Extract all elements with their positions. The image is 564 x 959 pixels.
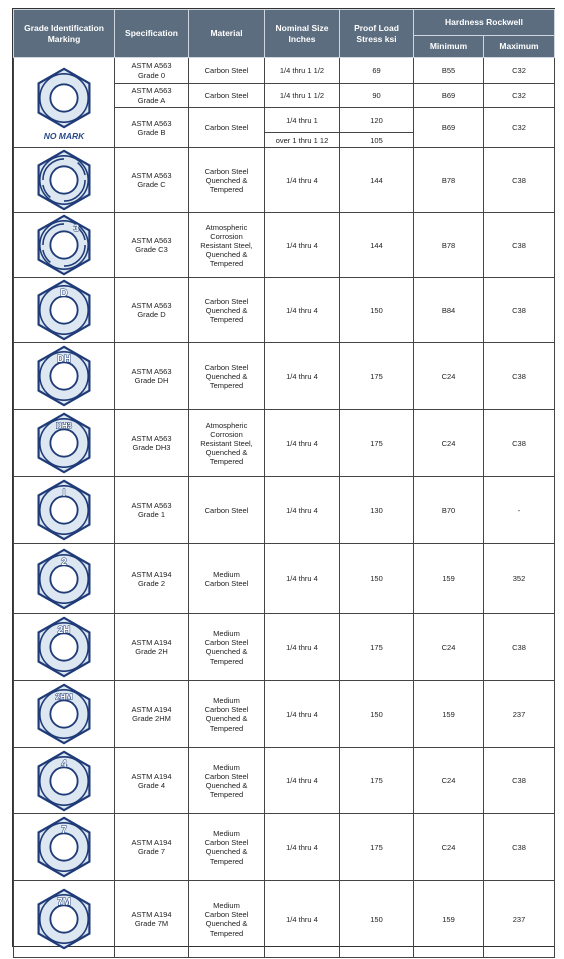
grade-mark-text: 7 [61, 825, 67, 837]
spec-cell: ASTM A563 Grade D [115, 278, 189, 343]
grade-marking-cell [14, 748, 115, 814]
spec-cell: ASTM A194 Grade 2 [115, 544, 189, 614]
grade-mark-text: 3 [73, 223, 80, 235]
size-cell: 1/4 thru 4 [265, 681, 340, 748]
hardness-max-cell: C38 [484, 148, 555, 213]
proof-cell: 90 [340, 84, 414, 108]
size-cell: 1/4 thru 4 [265, 614, 340, 681]
material-cell: Carbon Steel [189, 477, 265, 544]
grade-marking-cell [14, 343, 115, 410]
size-cell: 1/4 thru 4 [265, 410, 340, 477]
hardness-max-cell: 237 [484, 881, 555, 958]
proof-cell: 175 [340, 748, 414, 814]
grade-mark-text: 4 [61, 758, 67, 770]
spec-cell: ASTM A194 Grade 7 [115, 814, 189, 881]
hex-nut-icon [33, 67, 95, 129]
hardness-min-cell: C24 [414, 814, 484, 881]
grade-mark-text: 2HM [55, 692, 73, 702]
table-row [14, 148, 555, 213]
hardness-min-cell: C24 [414, 343, 484, 410]
hardness-max-cell: C32 [484, 58, 555, 84]
hardness-max-cell: C38 [484, 343, 555, 410]
proof-cell: 69 [340, 58, 414, 84]
grade-mark-text: DH [56, 354, 72, 366]
size-cell: 1/4 thru 4 [265, 544, 340, 614]
table-row [14, 614, 555, 681]
grade-mark-text: 2 [61, 556, 67, 568]
spec-cell: ASTM A194 Grade 2HM [115, 681, 189, 748]
spec-cell: ASTM A563 Grade 0 [115, 58, 189, 84]
size-cell: 1/4 thru 4 [265, 278, 340, 343]
size-cell: 1/4 thru 4 [265, 343, 340, 410]
material-cell: Atmospheric Corrosion Resistant Steel, Quenched & Tempered [189, 213, 265, 278]
hex-nut-icon [33, 683, 95, 745]
hex-nut-icon [33, 616, 95, 678]
material-cell: Medium Carbon Steel Quenched & Tempered [189, 614, 265, 681]
grade-marking-cell [14, 614, 115, 681]
hardness-max-cell: C38 [484, 614, 555, 681]
col-header-hardness: Hardness Rockwell [414, 10, 555, 36]
hardness-max-cell: C38 [484, 748, 555, 814]
hardness-min-cell: B69 [414, 108, 484, 148]
proof-cell: 120 [340, 108, 414, 133]
hex-nut-icon [33, 345, 95, 407]
proof-cell: 130 [340, 477, 414, 544]
hardness-min-cell: B69 [414, 84, 484, 108]
hardness-max-cell: C38 [484, 278, 555, 343]
col-header-proof-load: Proof Load Stress ksi [340, 10, 414, 58]
proof-cell: 150 [340, 881, 414, 958]
spec-cell: ASTM A194 Grade 4 [115, 748, 189, 814]
material-cell: Carbon Steel Quenched & Tempered [189, 278, 265, 343]
hex-nut-icon [33, 279, 95, 341]
hardness-min-cell: B55 [414, 58, 484, 84]
grade-marking-cell [14, 410, 115, 477]
spec-cell: ASTM A563 Grade B [115, 108, 189, 148]
grade-marking-cell [14, 477, 115, 544]
table-row [14, 58, 555, 84]
hardness-min-cell: B70 [414, 477, 484, 544]
material-cell: Carbon Steel Quenched & Tempered [189, 343, 265, 410]
grade-mark-text: I [62, 488, 66, 500]
hex-nut-icon [33, 149, 95, 211]
size-cell: 1/4 thru 1 1/2 [265, 84, 340, 108]
hardness-max-cell: 237 [484, 681, 555, 748]
material-cell: Medium Carbon Steel Quenched & Tempered [189, 748, 265, 814]
col-header-marking: Grade Identification Marking [14, 10, 115, 58]
proof-cell: 175 [340, 614, 414, 681]
grade-marking-cell [14, 814, 115, 881]
table-row [14, 681, 555, 748]
material-cell: Medium Carbon Steel [189, 544, 265, 614]
hardness-max-cell: C38 [484, 814, 555, 881]
table-row [14, 544, 555, 614]
spec-cell: ASTM A563 Grade DH3 [115, 410, 189, 477]
col-header-maximum: Maximum [484, 36, 555, 58]
table-row [14, 748, 555, 814]
grade-table-sheet [12, 8, 555, 947]
size-cell: 1/4 thru 4 [265, 148, 340, 213]
size-cell: 1/4 thru 4 [265, 748, 340, 814]
grade-marking-cell [14, 213, 115, 278]
material-cell: Medium Carbon Steel Quenched & Tempered [189, 881, 265, 958]
size-cell: 1/4 thru 4 [265, 477, 340, 544]
hardness-min-cell: B78 [414, 148, 484, 213]
hex-nut-icon [33, 412, 95, 474]
hardness-max-cell: 352 [484, 544, 555, 614]
col-header-material: Material [189, 10, 265, 58]
spec-cell: ASTM A563 Grade C3 [115, 213, 189, 278]
hardness-min-cell: C24 [414, 410, 484, 477]
hex-nut-icon [33, 888, 95, 950]
size-cell: 1/4 thru 1 [265, 108, 340, 133]
size-cell: 1/4 thru 1 1/2 [265, 58, 340, 84]
grade-marking-cell [14, 148, 115, 213]
table-row [14, 213, 555, 278]
col-header-nominal-size: Nominal Size Inches [265, 10, 340, 58]
hardness-min-cell: C24 [414, 614, 484, 681]
hardness-max-cell: C32 [484, 108, 555, 148]
proof-cell: 150 [340, 278, 414, 343]
hardness-min-cell: B84 [414, 278, 484, 343]
size-cell: 1/4 thru 4 [265, 213, 340, 278]
grade-mark-text: 7M [57, 897, 71, 909]
size-cell: over 1 thru 1 12 [265, 133, 340, 148]
spec-cell: ASTM A563 Grade 1 [115, 477, 189, 544]
hardness-max-cell: C38 [484, 213, 555, 278]
spec-cell: ASTM A194 Grade 7M [115, 881, 189, 958]
material-cell: Carbon Steel Quenched & Tempered [189, 148, 265, 213]
table-row [14, 343, 555, 410]
spec-cell: ASTM A194 Grade 2H [115, 614, 189, 681]
grade-table [13, 9, 555, 958]
grade-marking-cell [14, 58, 115, 148]
material-cell: Atmospheric Corrosion Resistant Steel, Quenched & Tempered [189, 410, 265, 477]
table-row [14, 814, 555, 881]
grade-marking-cell [14, 544, 115, 614]
spec-cell: ASTM A563 Grade C [115, 148, 189, 213]
hardness-min-cell: B78 [414, 213, 484, 278]
proof-cell: 175 [340, 410, 414, 477]
hardness-min-cell: 159 [414, 544, 484, 614]
proof-cell: 175 [340, 343, 414, 410]
hardness-max-cell: - [484, 477, 555, 544]
grade-mark-text: DH3 [55, 421, 73, 431]
col-header-specification: Specification [115, 10, 189, 58]
no-mark-label: NO MARK [43, 131, 85, 142]
proof-cell: 150 [340, 544, 414, 614]
hex-nut-icon [33, 750, 95, 812]
material-cell: Medium Carbon Steel Quenched & Tempered [189, 681, 265, 748]
hardness-min-cell: C24 [414, 748, 484, 814]
size-cell: 1/4 thru 4 [265, 814, 340, 881]
proof-cell: 144 [340, 148, 414, 213]
material-cell: Carbon Steel [189, 58, 265, 84]
table-row [14, 410, 555, 477]
hardness-min-cell: 159 [414, 681, 484, 748]
material-cell: Carbon Steel [189, 84, 265, 108]
col-header-minimum: Minimum [414, 36, 484, 58]
hex-nut-icon [33, 479, 95, 541]
table-row [14, 881, 555, 958]
proof-cell: 105 [340, 133, 414, 148]
hex-nut-icon [33, 214, 95, 276]
table-row [14, 278, 555, 343]
proof-cell: 150 [340, 681, 414, 748]
grade-marking-cell [14, 278, 115, 343]
material-cell: Carbon Steel [189, 108, 265, 148]
hardness-max-cell: C38 [484, 410, 555, 477]
spec-cell: ASTM A563 Grade DH [115, 343, 189, 410]
hex-nut-icon [33, 816, 95, 878]
spec-cell: ASTM A563 Grade A [115, 84, 189, 108]
proof-cell: 175 [340, 814, 414, 881]
hardness-min-cell: 159 [414, 881, 484, 958]
grade-mark-text: D [60, 288, 68, 300]
hardness-max-cell: C32 [484, 84, 555, 108]
hex-nut-icon [33, 548, 95, 610]
grade-marking-cell [14, 881, 115, 958]
grade-marking-cell [14, 681, 115, 748]
proof-cell: 144 [340, 213, 414, 278]
table-row [14, 477, 555, 544]
material-cell: Medium Carbon Steel Quenched & Tempered [189, 814, 265, 881]
grade-mark-text: 2H [57, 625, 71, 637]
size-cell: 1/4 thru 4 [265, 881, 340, 958]
